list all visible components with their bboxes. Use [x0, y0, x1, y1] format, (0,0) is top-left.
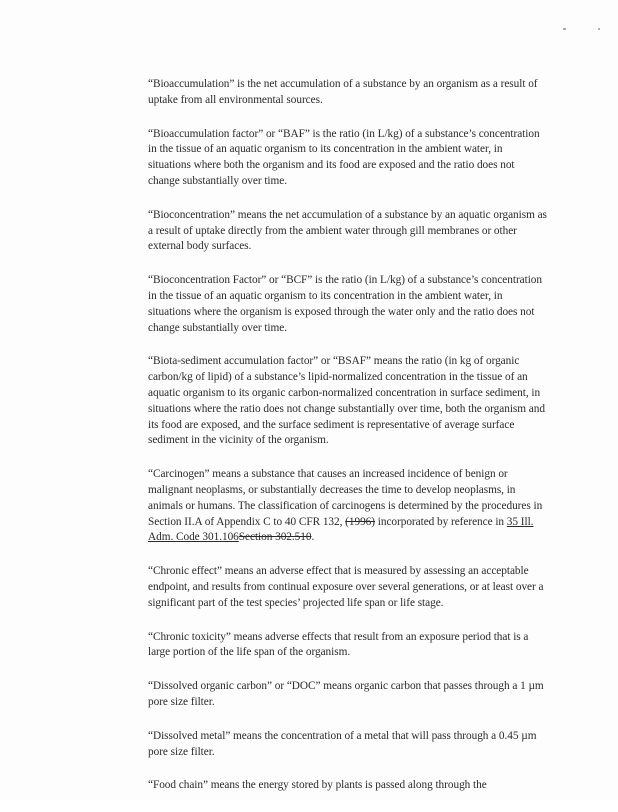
struck-year: (1996)	[345, 515, 375, 528]
definition-baf: “Bioaccumulation factor” or “BAF” is the ratio (in L/kg) of a substance’s concentration in the tissue of an aquatic organism to its concentration in the ambient water, in situations where both the organism and its food are exposed and the ratio does not change substantially over time.	[148, 127, 540, 187]
carcinogen-text-b: incorporated by reference in	[375, 515, 507, 528]
inserted-reference: 35 Ill. Adm. Code 301.106	[148, 515, 534, 544]
definition-bsaf: “Biota-sediment accumulation factor” or “BSAF” means the ratio (in kg of organic carbon/kg of lipid) of a substance’s lipid-normalized concentration in the tissue of an aquatic organism to its organic carbon-normalized concentration in surface sediment, in situations where the ratio does not change substantially over time, both the organism and its food are exposed, and the surface sediment is representative of average surface sediment in the vicinity of the organism.	[148, 355, 545, 447]
definition-dissolved-metal: “Dissolved metal” means the concentration of a metal that will pass through a 0.45 µm pore size filter.	[148, 729, 537, 758]
definition-bioconcentration: “Bioconcentration” means the net accumulation of a substance by an aquatic organism as a result of uptake directly from the ambient water through gill membranes or other external body surfaces.	[148, 208, 547, 253]
definition-chronic-toxicity: “Chronic toxicity” means adverse effects that result from an exposure period that is a large portion of the life span of the organism.	[148, 630, 529, 659]
definition-carcinogen	[148, 467, 548, 546]
definition-doc: “Dissolved organic carbon” or “DOC” means organic carbon that passes through a 1 µm pore size filter.	[148, 680, 544, 708]
definition-bcf: “Bioconcentration Factor” or “BCF” is the ratio (in L/kg) of a substance’s concentration in the tissue of an aquatic organism to its concentration in the ambient water, in situations where the organism is exposed through the water only and the ratio does not change substantially over time.	[148, 274, 543, 334]
carcinogen-text-a: “Carcinogen” means a substance that causes an increased incidence of benign or malignant neoplasms, or substantially decreases the time to develop neoplasms, in animals or humans. The classification of carcinogens is determined by the procedures in Section II.A of Appendix C to 40 CFR 132,	[148, 468, 543, 528]
definition-food-chain: “Food chain” means the energy stored by plants is passed along through the	[148, 779, 487, 792]
scan-speck	[598, 28, 600, 30]
carcinogen-text-c: .	[311, 531, 315, 544]
definition-bioaccumulation: “Bioaccumulation” is the net accumulation of a substance by an organism as a result of uptake from all environmental sources.	[148, 78, 538, 106]
struck-reference: Section 302.510	[238, 531, 312, 544]
scan-speck	[563, 28, 566, 30]
definitions-text	[148, 77, 548, 812]
definition-chronic-effect: “Chronic effect” means an adverse effect that is measured by assessing an acceptable endpoint, and results from continual exposure over several generations, or at least over a significant part of the test species’ projected life span or life stage.	[148, 565, 544, 609]
